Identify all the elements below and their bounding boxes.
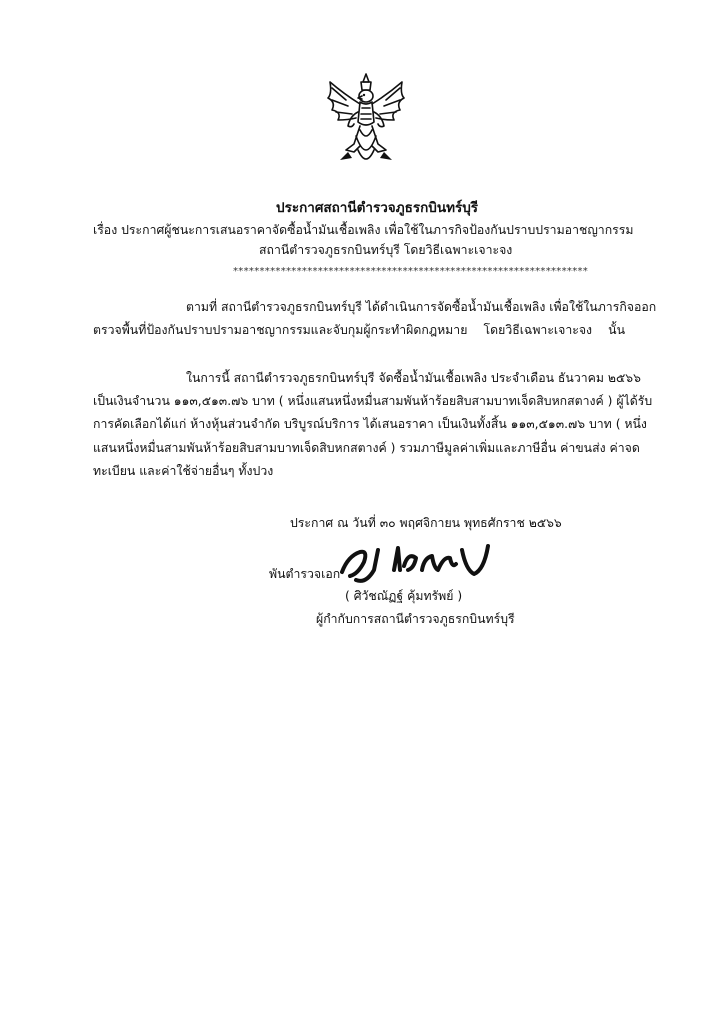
announcement-date: ประกาศ ณ วันที่ ๓๐ พฤศจิกายน พุทธศักราช ๒๕๖๖: [290, 516, 562, 530]
paragraph-2-line-5: ทะเบียน และค่าใช้จ่ายอื่นๆ ทั้งปวง: [93, 464, 274, 478]
signer-rank: พันตำรวจเอก: [269, 567, 341, 581]
garuda-emblem-icon: [318, 72, 414, 172]
signer-position: ผู้กำกับการสถานีตำรวจภูธรกบินทร์บุรี: [316, 612, 515, 626]
signer-name: ( ศิวัชณัฏฐ์ คุ้มทรัพย์ ): [345, 589, 463, 603]
handwritten-signature: [338, 540, 498, 588]
subject-line-2: สถานีตำรวจภูธรกบินทร์บุรี โดยวิธีเฉพาะเจาะจง: [259, 243, 513, 257]
paragraph-2-line-2: เป็นเงินจำนวน ๑๑๓,๕๑๓.๗๖ บาท ( หนึ่งแสนหนึ่งหมื่นสามพันห้าร้อยสิบสามบาทเจ็ดสิบหกสตางค์ ) ผู้ได้รับ: [93, 394, 653, 408]
paragraph-2-line-4: แสนหนึ่งหมื่นสามพันห้าร้อยสิบสามบาทเจ็ดสิบหกสตางค์ ) รวมภาษีมูลค่าเพิ่มและภาษีอื่น ค่าขนส่ง ค่าจด: [93, 441, 640, 455]
paragraph-2-line-3: การคัดเลือกได้แก่ ห้างหุ้นส่วนจำกัด บริบูรณ์บริการ ได้เสนอราคา เป็นเงินทั้งสิ้น ๑๑๓,๕๑๓.๗๖ บาท ( หนึ่ง: [93, 417, 647, 431]
paragraph-2-line-1: ในการนี้ สถานีตำรวจภูธรกบินทร์บุรี จัดซื้อน้ำมันเชื้อเพลิง ประจำเดือน ธันวาคม ๒๕๖๖: [186, 371, 641, 385]
document-title: ประกาศสถานีตำรวจภูธรกบินทร์บุรี: [276, 200, 479, 216]
paragraph-1-line-1: ตามที่ สถานีตำรวจภูธรกบินทร์บุรี ได้ดำเนินการจัดซื้อน้ำมันเชื้อเพลิง เพื่อใช้ในภารกิจออก: [186, 300, 657, 314]
subject-line-1: เรื่อง ประกาศผู้ชนะการเสนอราคาจัดซื้อน้ำมันเชื้อเพลิง เพื่อใช้ในภารกิจป้องกันปราบปรามอาชญากรรม: [93, 223, 634, 237]
paragraph-1-line-2: ตรวจพื้นที่ป้องกันปราบปรามอาชญากรรมและจับกุมผู้กระทำผิดกฎหมาย โดยวิธีเฉพาะเจาะจง นั้น: [93, 323, 625, 337]
separator: *******************************************************************: [233, 266, 589, 277]
